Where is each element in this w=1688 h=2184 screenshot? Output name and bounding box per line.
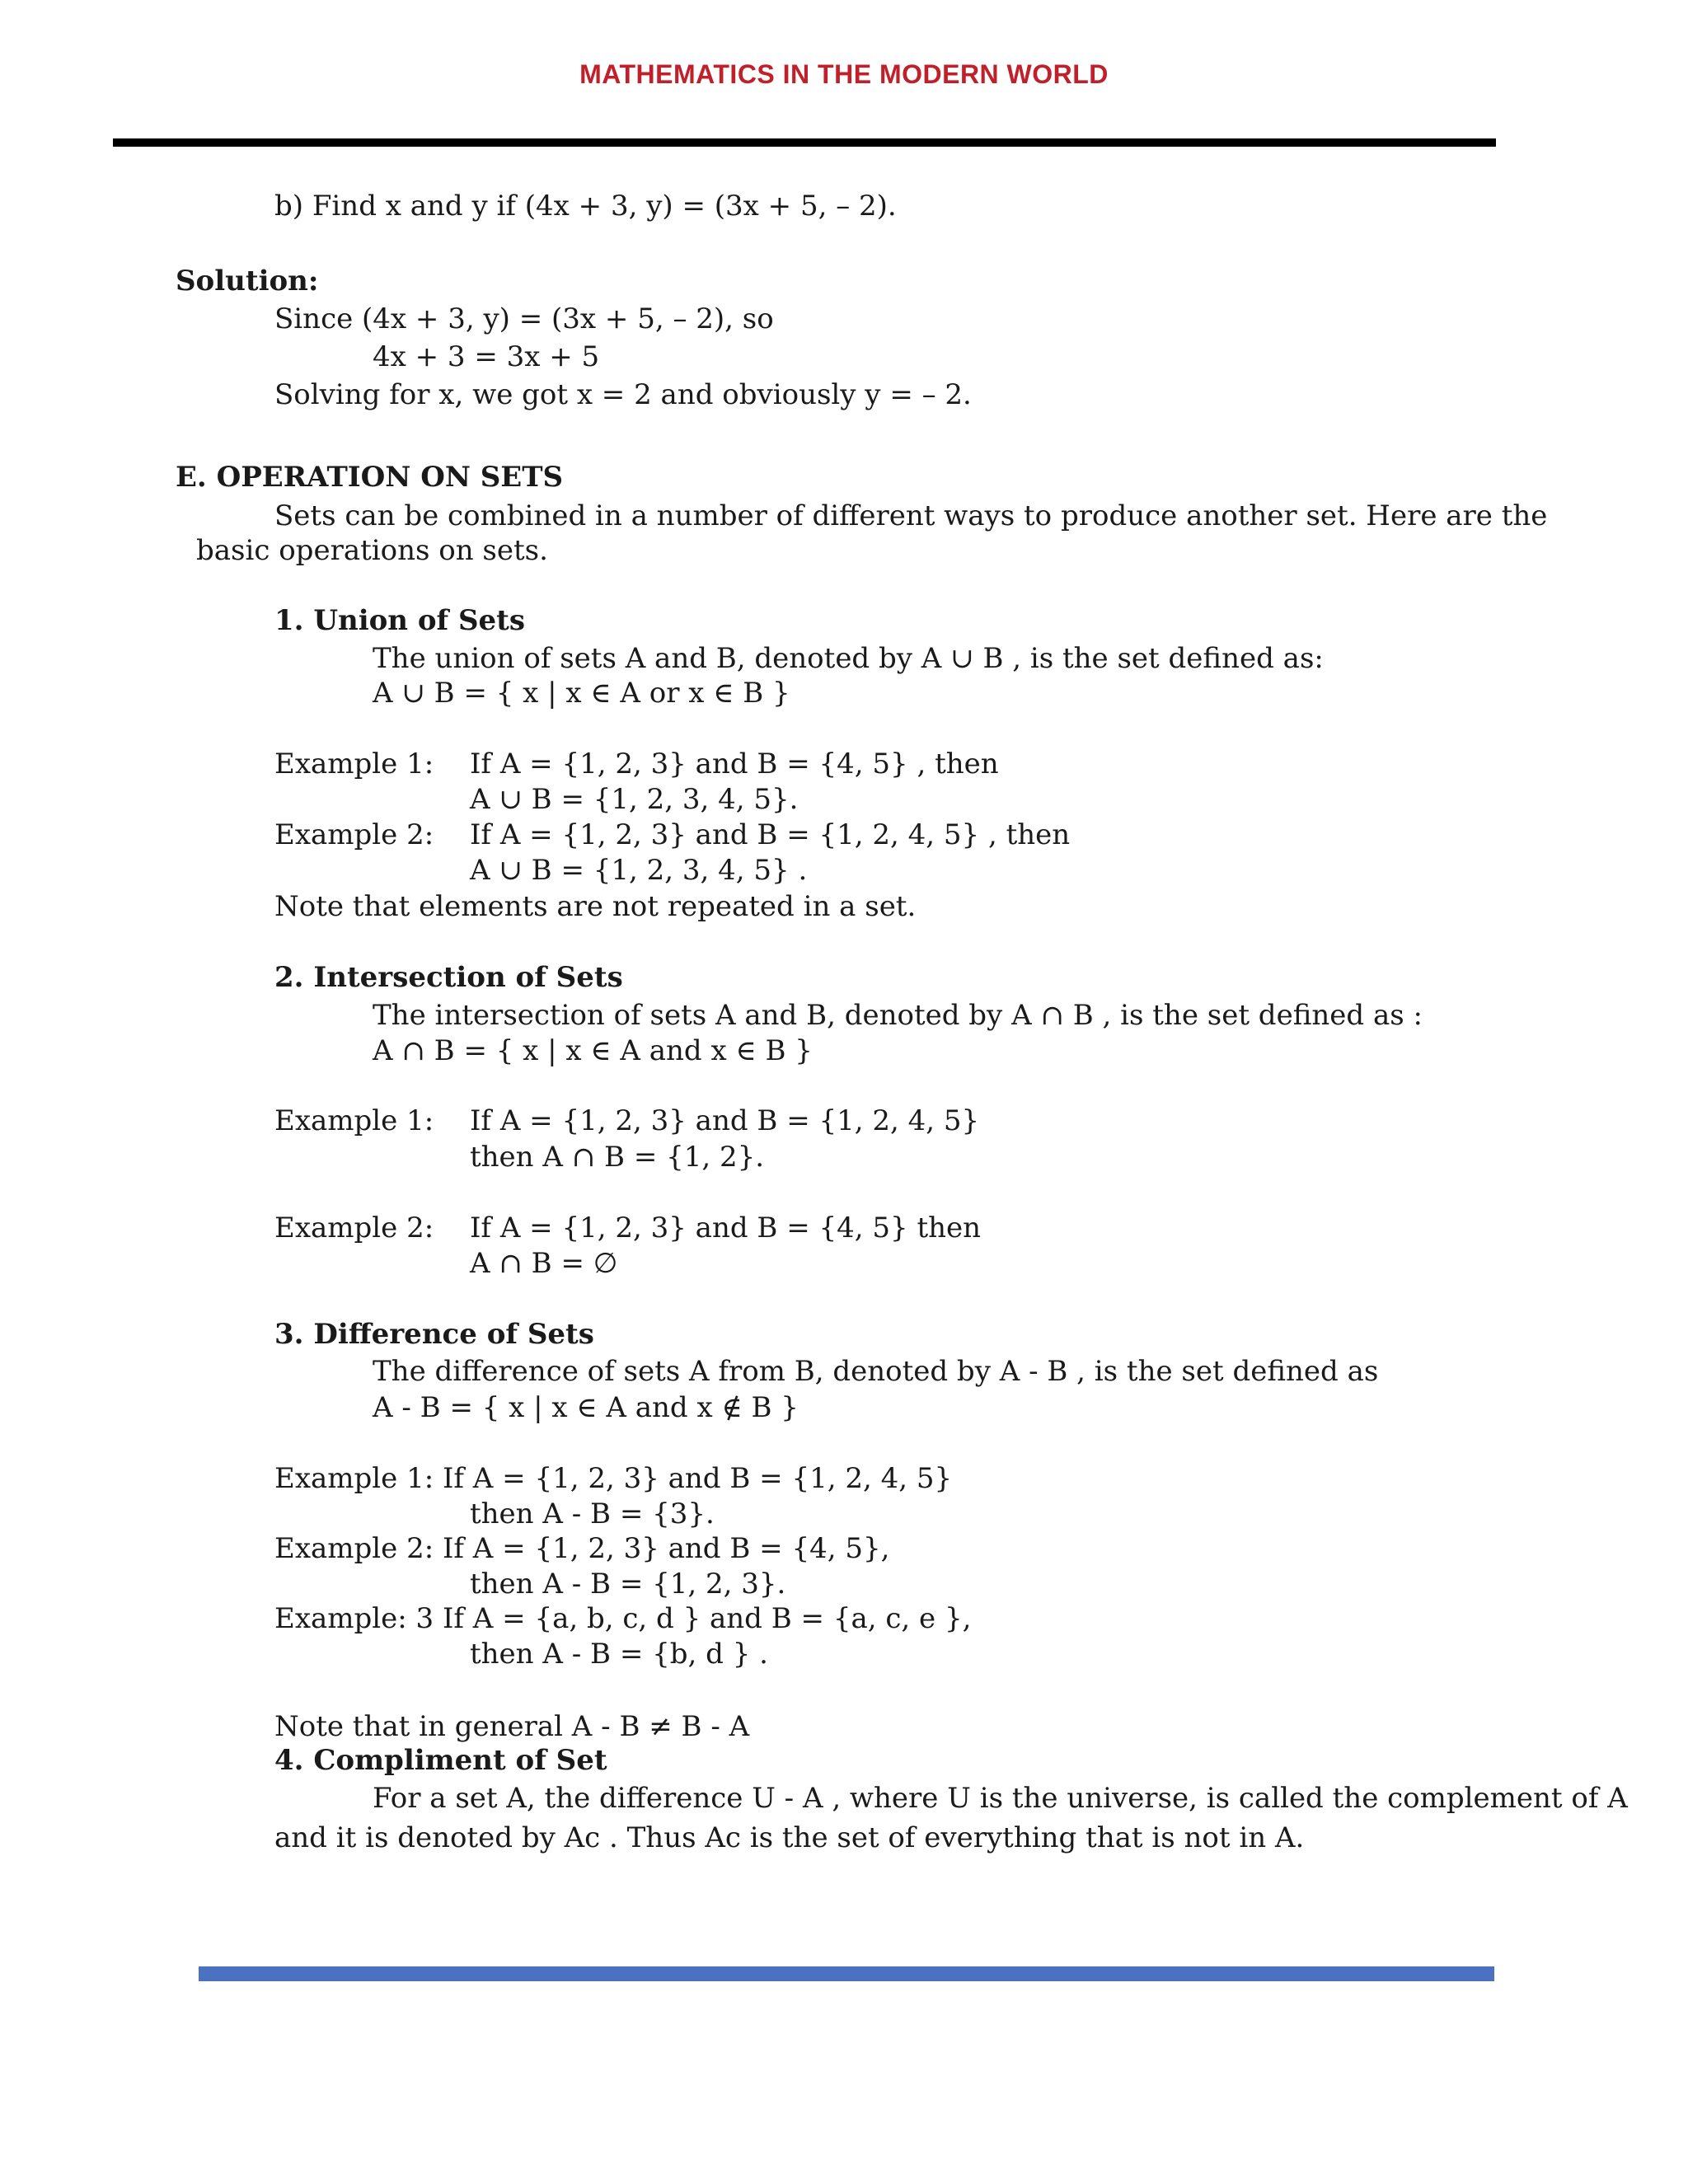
union-example-2-line-1: If A = {1, 2, 3} and B = {1, 2, 4, 5} , then <box>470 818 1071 851</box>
union-example-1-line-2: A ∪ B = {1, 2, 3, 4, 5}. <box>470 783 799 816</box>
intersection-example-1-label: Example 1: <box>274 1104 434 1137</box>
page-header-title: MATHEMATICS IN THE MODERN WORLD <box>579 59 1109 89</box>
complement-line-2: and it is denoted by Ac . Thus Ac is the set of everything that is not in A. <box>274 1821 1305 1854</box>
union-example-1-line-1: If A = {1, 2, 3} and B = {4, 5} , then <box>470 748 999 780</box>
union-example-2-label: Example 2: <box>274 818 434 851</box>
section-e-intro-line-2: basic operations on sets. <box>196 534 548 567</box>
difference-definition: The difference of sets A from B, denoted by A - B , is the set defined as <box>373 1355 1379 1388</box>
footer-rule <box>199 1966 1494 1981</box>
section-e-heading: E. OPERATION ON SETS <box>176 461 564 494</box>
intersection-definition: The intersection of sets A and B, denoted by A ∩ B , is the set defined as : <box>373 999 1423 1032</box>
intersection-example-1-line-1: If A = {1, 2, 3} and B = {1, 2, 4, 5} <box>470 1104 980 1137</box>
difference-formula: A - B = { x | x ∈ A and x ∉ B } <box>373 1391 799 1424</box>
solution-label: Solution: <box>176 265 319 298</box>
intersection-example-2-label: Example 2: <box>274 1212 434 1244</box>
solution-line-3: Solving for x, we got x = 2 and obviously y = – 2. <box>274 378 972 411</box>
solution-line-1: Since (4x + 3, y) = (3x + 5, – 2), so <box>274 302 774 335</box>
header-rule <box>113 138 1496 147</box>
union-formula: A ∪ B = { x | x ∈ A or x ∈ B } <box>373 677 790 710</box>
union-note: Note that elements are not repeated in a set. <box>274 890 917 923</box>
intersection-heading: 2. Intersection of Sets <box>274 961 623 994</box>
solution-line-2: 4x + 3 = 3x + 5 <box>373 340 600 373</box>
union-heading: 1. Union of Sets <box>274 604 526 637</box>
difference-note: Note that in general A - B ≠ B - A <box>274 1710 750 1743</box>
complement-line-1: For a set A, the difference U - A , where U is the universe, is called the complement of A <box>373 1782 1628 1815</box>
difference-example-3-line-1: Example: 3 If A = {a, b, c, d } and B = {a, c, e }, <box>274 1602 972 1635</box>
difference-example-2-line-2: then A - B = {1, 2, 3}. <box>470 1568 786 1601</box>
intersection-example-2-line-2: A ∩ B = ∅ <box>470 1247 618 1280</box>
intersection-example-2-line-1: If A = {1, 2, 3} and B = {4, 5} then <box>470 1212 982 1244</box>
intersection-formula: A ∩ B = { x | x ∈ A and x ∈ B } <box>373 1034 813 1067</box>
difference-example-2-line-1: Example 2: If A = {1, 2, 3} and B = {4, 5}, <box>274 1532 890 1565</box>
union-example-2-line-2: A ∪ B = {1, 2, 3, 4, 5} . <box>470 854 808 887</box>
difference-example-1-line-1: Example 1: If A = {1, 2, 3} and B = {1, 2, 4, 5} <box>274 1462 953 1495</box>
difference-example-3-line-2: then A - B = {b, d } . <box>470 1638 768 1671</box>
union-example-1-label: Example 1: <box>274 748 434 780</box>
union-definition: The union of sets A and B, denoted by A ∪ B , is the set defined as: <box>373 642 1324 675</box>
difference-heading: 3. Difference of Sets <box>274 1318 594 1351</box>
problem-b-question: b) Find x and y if (4x + 3, y) = (3x + 5, – 2). <box>274 190 897 223</box>
intersection-example-1-line-2: then A ∩ B = {1, 2}. <box>470 1141 765 1174</box>
complement-heading: 4. Compliment of Set <box>274 1744 607 1777</box>
section-e-intro-line-1: Sets can be combined in a number of different ways to produce another set. Here are the <box>274 499 1548 532</box>
difference-example-1-line-2: then A - B = {3}. <box>470 1497 715 1530</box>
